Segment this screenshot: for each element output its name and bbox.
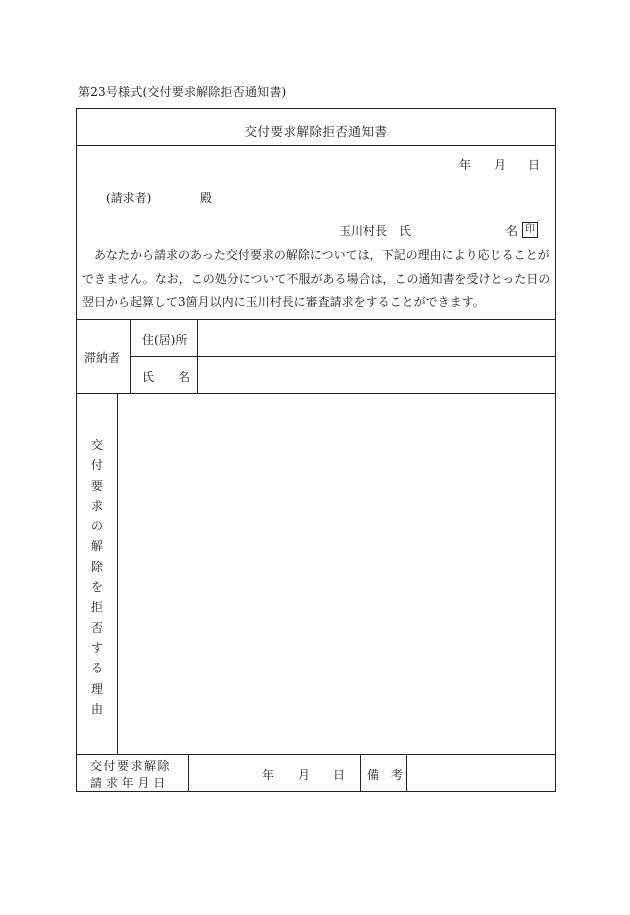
footer-divider-2 [360,754,361,792]
name-label: 氏 名 [142,370,191,384]
recipient-honorific: 殿 [200,191,213,205]
delinquent-label: 滞納者 [84,351,121,365]
reason-label-char: 否 [90,620,103,635]
reason-label-char: る [90,661,103,676]
name-field[interactable] [198,357,555,393]
date-year-label: 年 [459,158,472,172]
address-field[interactable] [198,320,555,356]
reason-label-char: を [90,580,103,595]
delinquent-label-divider [130,319,131,393]
address-label: 住(居)所 [142,333,188,347]
footer-month-label: 月 [298,768,311,782]
request-date-label-line1: 交付要求解除 [90,759,172,773]
seal-mark: 印 [522,222,538,238]
notice-body-line: 翌日から起算して3箇月以内に玉川村長に審査請求をすることができます。 [82,295,485,309]
date-month-label: 月 [494,158,507,172]
document-title: 交付要求解除拒否通知書 [244,124,388,139]
remarks-label: 備 考 [367,768,404,782]
form-number-label: 第23号様式(交付要求解除拒否通知書) [78,85,287,99]
reason-label-char: 交 [90,438,103,452]
footer-divider-1 [188,754,189,792]
footer-year-label: 年 [262,768,275,782]
issuer-name: 玉川村長 氏 [339,224,412,238]
request-date-label-line2: 請 求 年 月 日 [90,776,166,790]
reason-label-char: の [90,519,103,534]
notice-body-line: できません。なお，この処分について不服がある場合は，この通知書を受けとった日の [82,271,551,286]
issuer-name-suffix: 名 [506,224,519,238]
reason-label-char: 求 [90,498,103,513]
reason-field[interactable] [118,394,555,754]
reason-label-char: 由 [90,701,103,716]
notice-body [82,244,552,315]
reason-label-char: 除 [90,559,103,574]
date-day-label: 日 [528,158,541,172]
reason-label-char: 解 [90,539,103,554]
footer-day-label: 日 [333,768,346,782]
reason-label-char: す [90,640,103,655]
reason-label-char: 要 [90,478,103,493]
recipient-label: (請求者) [106,191,152,205]
remarks-field[interactable] [407,755,555,791]
reason-label-char: 拒 [90,600,103,615]
reason-label-char: 理 [90,681,103,696]
title-divider [76,145,556,146]
reason-label-char: 付 [90,458,103,473]
notice-body-line: あなたから請求のあった交付要求の解除については，下記の理由により応じることが [82,248,550,262]
reason-label-vertical [90,435,104,719]
